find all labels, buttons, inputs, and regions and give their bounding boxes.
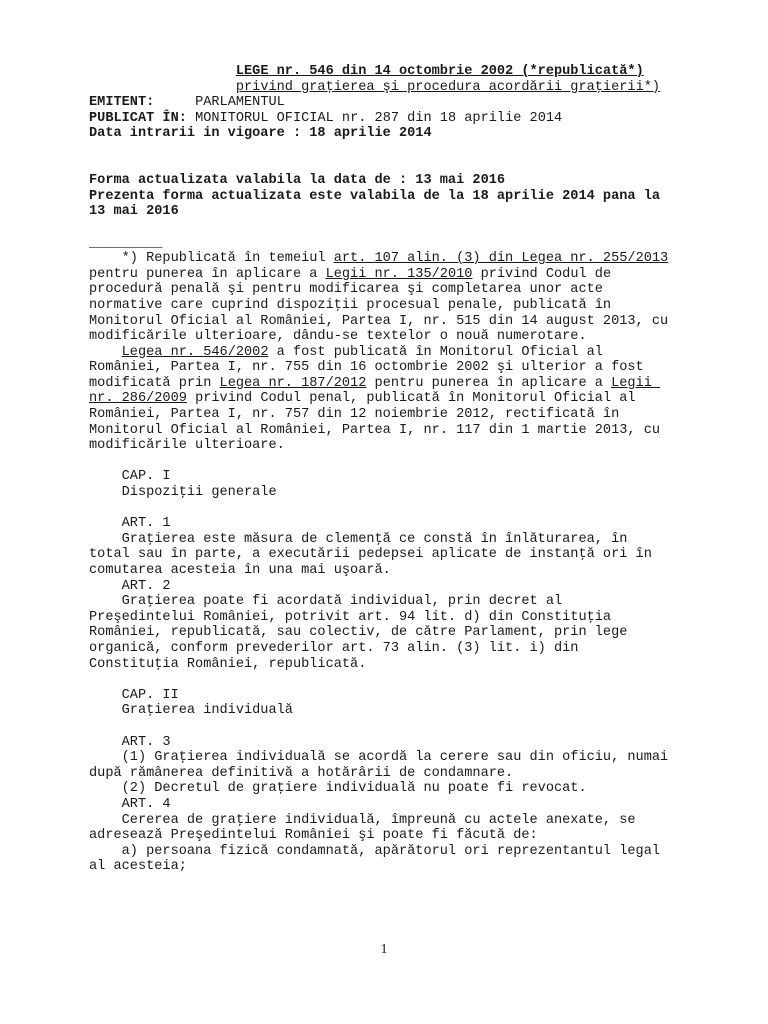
spacer: [89, 220, 708, 236]
law-title-line: [89, 64, 708, 80]
body-line: ART. 4: [89, 796, 171, 812]
body-line: ART. 1: [89, 516, 171, 532]
footnote-text: privind Codul penal, publicată în Monitorul Oficial al: [186, 391, 636, 407]
law-subtitle-line: [89, 80, 708, 96]
footnote-line: României, Partea I, nr. 755 din 16 octombrie 2002 şi ulterior a fost: [89, 360, 644, 376]
body-line: [89, 454, 708, 470]
body-line: Dispoziţii generale: [89, 485, 277, 501]
body-line: Graţierea individuală: [89, 703, 293, 719]
emitent-line: [89, 95, 708, 111]
body-line: Cererea de graţiere individuală, împreună cu actele anexate, se: [89, 812, 636, 828]
law-subtitle: privind graţierea şi procedura acordării graţierii*): [235, 79, 661, 95]
footnote-text: a fost publicată în Monitorul Oficial al: [268, 344, 603, 360]
footnote-text: [89, 345, 122, 360]
emitent-label: EMITENT:: [89, 95, 155, 111]
footnote-line: [89, 391, 708, 407]
body-line: ART. 2: [89, 578, 171, 594]
link-legii-286-2009[interactable]: nr. 286/2009: [89, 391, 187, 407]
footnote-line: Monitorul Oficial al României, Partea I, nr. 515 din 14 august 2013, cu: [89, 313, 669, 329]
body-line: adresează Preşedintelui României şi poate fi făcută de:: [89, 828, 538, 844]
body-line: [89, 672, 708, 688]
footnote-text: pentru punerea în aplicare a: [89, 266, 326, 282]
footnote-line: [89, 345, 708, 361]
body-line: comutarea acesteia în una mai uşoară.: [89, 563, 391, 578]
footnote-line: procedură penală şi pentru modificarea şi completarea unor acte: [89, 282, 603, 298]
law-body: [89, 454, 708, 875]
footnote-text: privind Codul de: [472, 266, 612, 282]
body-line: României, republicată, sau colectiv, de către Parlament, prin lege: [89, 625, 628, 641]
law-title: LEGE nr. 546 din 14 octombrie 2002 (*republicată*): [235, 64, 644, 79]
footnote-line: modificările ulterioare, dându-se textelor o nouă numerotare.: [89, 329, 587, 345]
body-line: al acesteia;: [89, 859, 187, 875]
link-legea-187-2012[interactable]: Legea nr. 187/2012: [219, 375, 367, 391]
spacer: [89, 142, 708, 158]
body-line: organică, conform prevederilor art. 73 alin. (3) lit. i) din: [89, 640, 579, 656]
body-line: CAP. II: [89, 687, 179, 703]
body-line: (2) Decretul de graţiere individuală nu poate fi revocat.: [89, 781, 587, 797]
prezenta-forma-end: 13 mai 2016: [89, 204, 179, 220]
link-legea-546-2002[interactable]: Legea nr. 546/2002: [121, 344, 269, 360]
footnote-line: [89, 376, 708, 392]
footnote-line: normative care cuprind dispoziţii procesual penale, publicată în: [89, 297, 612, 313]
link-legii-135-2010[interactable]: Legii nr. 135/2010: [325, 266, 473, 282]
page-number: 1: [380, 942, 388, 957]
footnote-line: României, Partea I, nr. 757 din 12 noiembrie 2012, rectificată în: [89, 407, 620, 423]
body-line: ART. 3: [89, 734, 171, 750]
footnote-line: Monitorul Oficial al României, Partea I, nr. 117 din 1 martie 2013, cu: [89, 422, 661, 438]
body-line: [89, 501, 708, 517]
body-line: (1) Graţierea individuală se acordă la cerere sau din oficiu, numai: [89, 750, 669, 766]
footnote-line: modificările ulterioare.: [89, 438, 285, 454]
footnote-line: [89, 251, 708, 267]
forma-actualizata: Forma actualizata valabila la data de : 13 mai 2016: [89, 173, 506, 189]
publicat-value: MONITORUL OFICIAL nr. 287 din 18 aprilie 2014: [195, 110, 563, 126]
link-legii-286-2009[interactable]: Legii: [611, 375, 661, 391]
body-line: după rămânerea definitivă a hotărârii de condamnare.: [89, 765, 514, 781]
body-line: Graţierea poate fi acordată individual, prin decret al: [89, 594, 563, 610]
body-line: total sau în parte, a executării pedepsei aplicate de instanţă ori în: [89, 547, 652, 563]
publicat-line: [89, 111, 708, 127]
body-line: CAP. I: [89, 469, 171, 485]
data-intrarii: Data intrarii in vigoare : 18 aprilie 2014: [89, 126, 432, 142]
footnote-text: pentru punerea în aplicare a: [366, 375, 612, 391]
link-art-107[interactable]: art. 107 alin. (3) din Legea nr. 255/2013: [333, 251, 669, 267]
body-line: a) persoana fizică condamnată, apărătorul ori reprezentantul legal: [89, 843, 661, 859]
footnote-separator: _________: [89, 235, 163, 251]
body-line: Graţierea este măsura de clemenţă ce constă în înlăturarea, în: [89, 531, 628, 547]
footnote-text: modificată prin: [89, 375, 220, 391]
publicat-label: PUBLICAT ÎN:: [89, 110, 187, 126]
footnote-text: *) Republicată în temeiul: [89, 251, 334, 267]
emitent-value: PARLAMENTUL: [195, 95, 285, 111]
body-line: [89, 719, 708, 735]
spacer: [89, 158, 708, 174]
body-line: Constituţia României, republicată.: [89, 656, 367, 672]
body-line: Preşedintelui României, potrivit art. 94 lit. d) din Constituţia: [89, 609, 612, 625]
footnote-line: [89, 267, 708, 283]
prezenta-forma: Prezenta forma actualizata este valabila de la 18 aprilie 2014 pana la: [89, 188, 661, 204]
